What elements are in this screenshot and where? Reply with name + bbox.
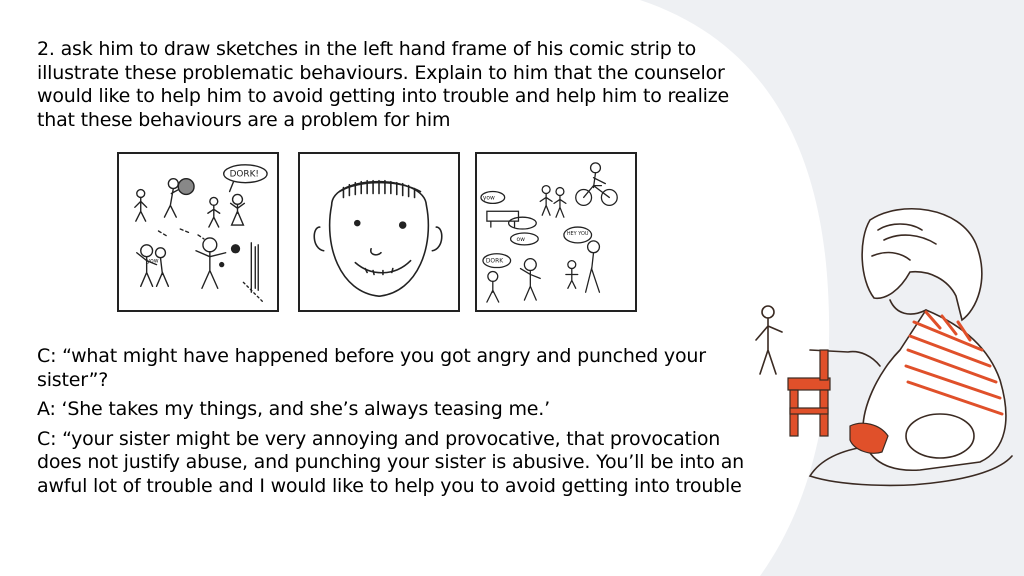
intro-paragraph: 2. ask him to draw sketches in the left hand frame of his comic strip to illustrate these problematic behaviours. Explain to him that the counselor would like to help him to avoid getting into trouble and help him to realize that these behaviours are a problem for him <box>37 38 730 131</box>
sketch-label: DORK <box>485 258 504 265</box>
comic-sketch-1 <box>119 154 277 310</box>
sketch-label: yow <box>146 258 159 265</box>
comic-frame-3 <box>475 152 637 312</box>
dialogue-block <box>37 345 757 504</box>
comic-strip <box>103 140 648 324</box>
adolescent-answer: A: ‘She takes my things, and she’s always teasing me.’ <box>37 398 550 420</box>
comic-sketch-2 <box>300 154 458 310</box>
counselor-response: C: “your sister might be very annoying and provocative, that provocation does not justify abuse, and punching your sister is abusive. You’ll be into an awful lot of trouble and I would like to help you to avoid getting into trouble <box>37 427 744 497</box>
comic-frame-1 <box>117 152 279 312</box>
sketch-label: HEY YOU <box>566 230 589 237</box>
sketch-label: ow <box>516 236 525 243</box>
comic-sketch-3 <box>477 154 635 310</box>
comic-frame-2 <box>298 152 460 312</box>
speech-bubble-text: DORK! <box>229 169 259 180</box>
counselor-question: C: “what might have happened before you got angry and punched your sister”? <box>37 345 706 391</box>
child-playing-illustration <box>750 200 1024 500</box>
sketch-label: yow <box>482 195 495 202</box>
